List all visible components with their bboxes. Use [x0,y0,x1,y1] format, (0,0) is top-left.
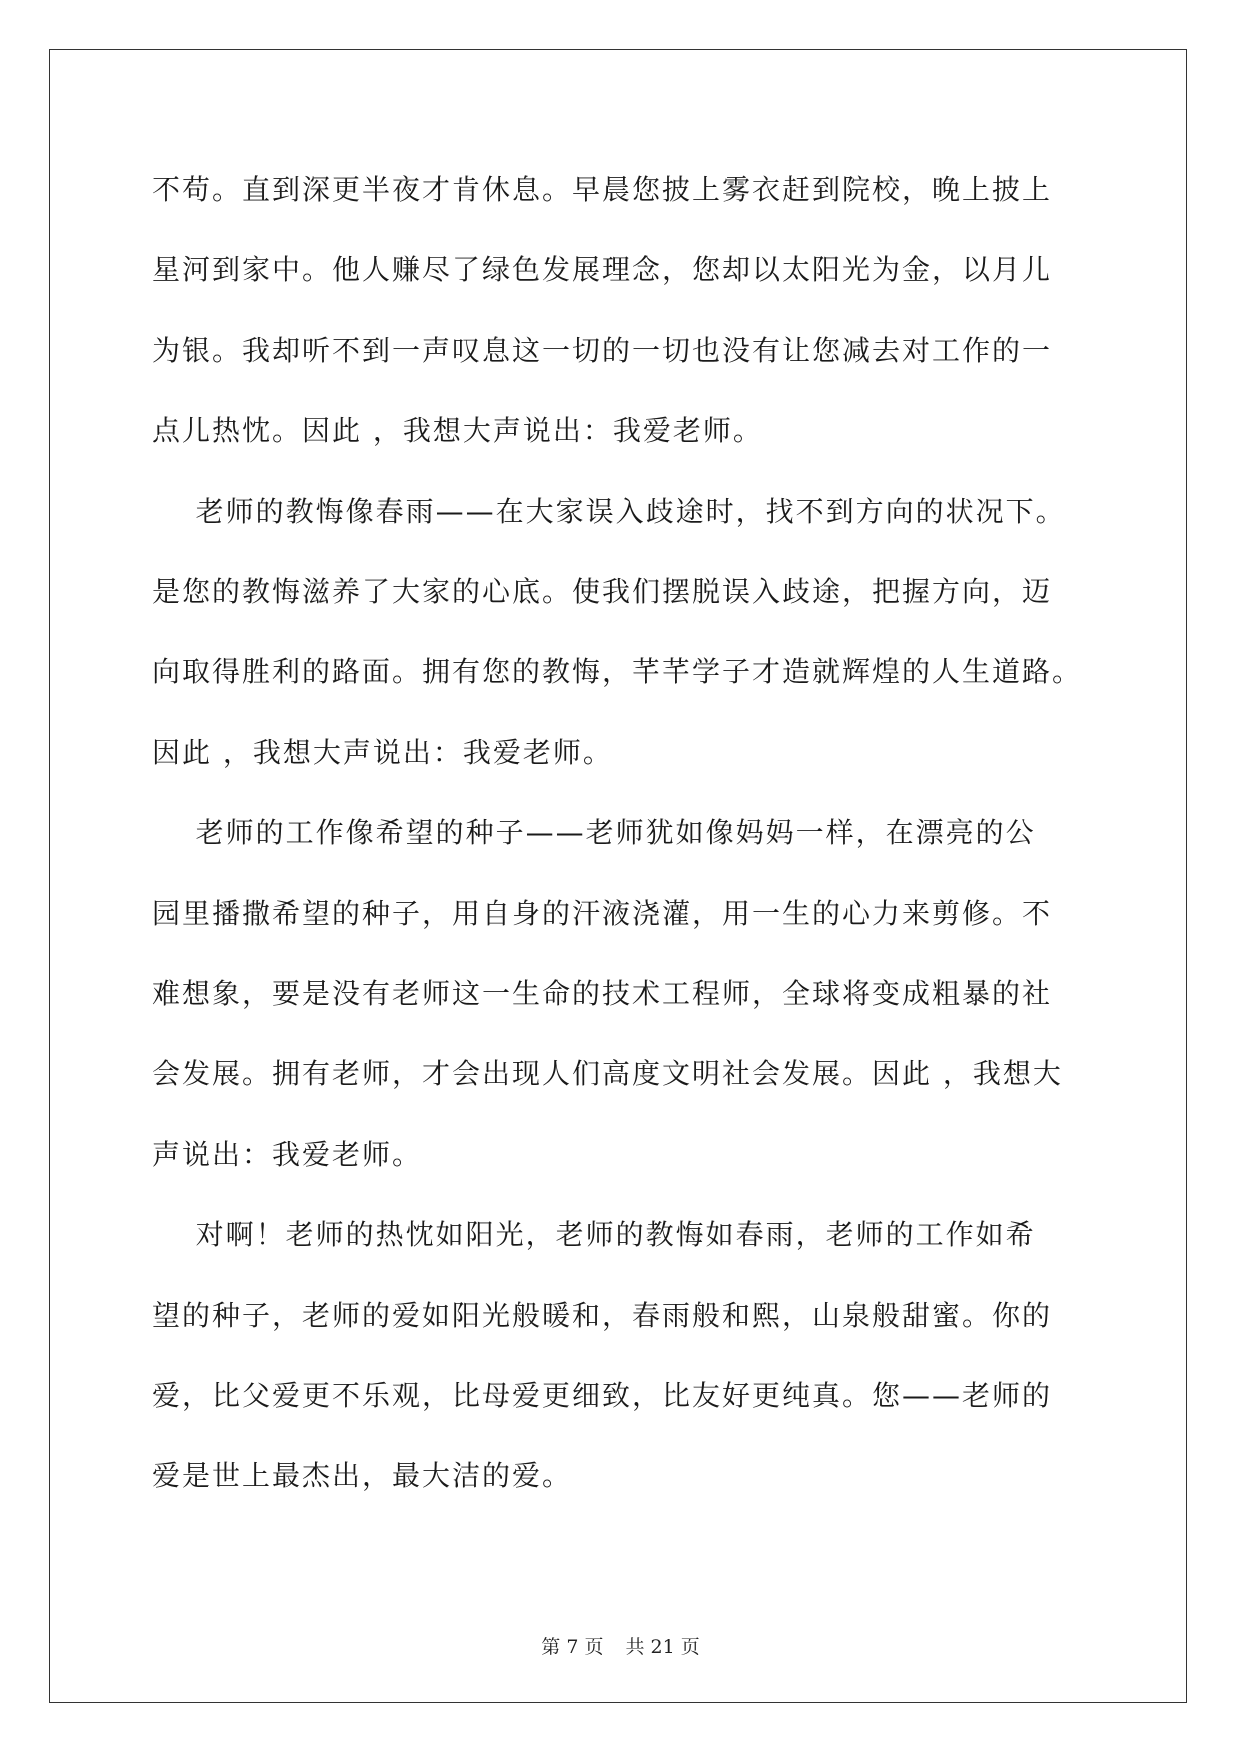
text-line: 点儿热忱。因此 ，我想大声说出：我爱老师。 [152,414,763,447]
text-line: 老师的工作像希望的种子——老师犹如像妈妈一样，在漂亮的公 [152,816,1036,849]
text-line: 是您的教悔滋养了大家的心底。使我们摆脱误入歧途，把握方向，迈 [152,575,1053,608]
text-line: 声说出：我爱老师。 [152,1138,423,1171]
text-line: 星河到家中。他人赚尽了绿色发展理念，您却以太阳光为金，以月儿 [152,253,1053,286]
text-line: 对啊！老师的热忱如阳光，老师的教悔如春雨，老师的工作如希 [152,1218,1036,1251]
page-border [49,49,1187,1703]
text-line: 难想象，要是没有老师这一生命的技术工程师，全球将变成粗暴的社 [152,977,1053,1010]
text-line: 向取得胜利的路面。拥有您的教悔，芊芊学子才造就辉煌的人生道路。 [152,655,1083,688]
text-line: 因此 ，我想大声说出：我爱老师。 [152,736,613,769]
text-line: 为银。我却听不到一声叹息这一切的一切也没有让您减去对工作的一 [152,334,1053,367]
page-number: 第 7 页 [541,1636,604,1658]
text-line: 会发展。拥有老师，才会出现人们高度文明社会发展。因此 ，我想大 [152,1057,1063,1090]
text-line: 爱，比父爱更不乐观，比母爱更细致，比友好更纯真。您——老师的 [152,1379,1053,1412]
text-line: 不苟。直到深更半夜才肯休息。早晨您披上雾衣赶到院校，晚上披上 [152,173,1053,206]
text-line: 园里播撒希望的种子，用自身的汗液浇灌，用一生的心力来剪修。不 [152,897,1053,930]
text-line: 老师的教悔像春雨——在大家误入歧途时，找不到方向的状况下。 [152,495,1066,528]
page-total: 共 21 页 [625,1636,700,1658]
text-line: 爱是世上最杰出，最大洁的爱。 [152,1459,573,1492]
page-footer [0,1632,1241,1659]
text-line: 望的种子，老师的爱如阳光般暖和，春雨般和熙，山泉般甜蜜。你的 [152,1299,1053,1332]
